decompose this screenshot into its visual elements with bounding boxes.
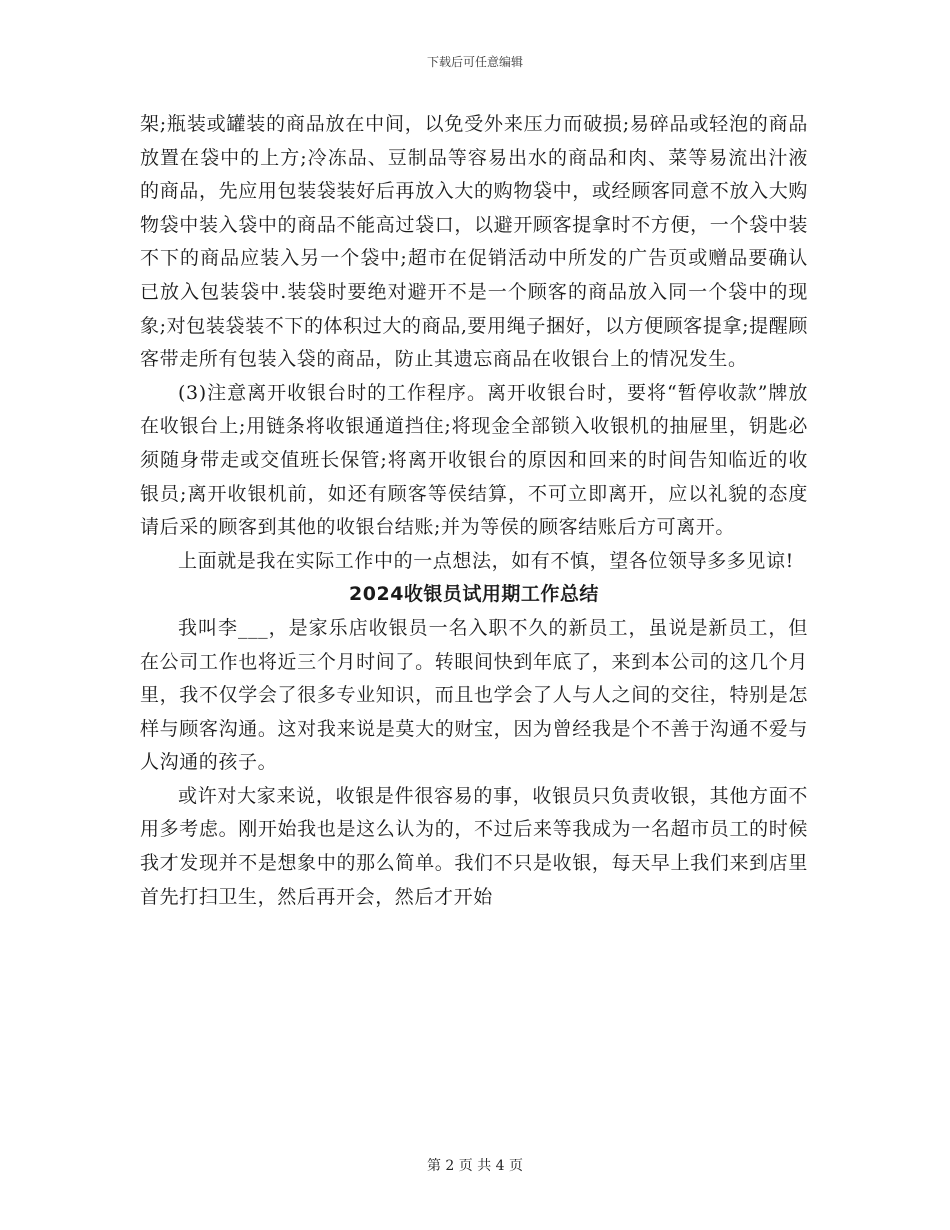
paragraph-bagging-continued: 架;瓶装或罐装的商品放在中间，以免受外来压力而破损;易碎品或轻泡的商品放置在袋中的上方;冷冻品、豆制品等容易出水的商品和肉、菜等易流出汁液的商品，先应用包装袋装好后再放入大的购物袋中，或经顾客同意不放入大购物袋中装入袋中的商品不能高过袋口，以避开顾客提拿时不方便，一个袋中装不下的商品应装入另一个袋中;超市在促销活动中所发的广告页或赠品要确认已放入包装袋中.装袋时要绝对避开不是一个顾客的商品放入同一个袋中的现象;对包装袋装不下的体积过大的商品,要用绳子捆好，以方便顾客提拿;提醒顾客带走所有包装入袋的商品，防止其遗忘商品在收银台上的情况发生。 <box>140 113 808 371</box>
document-body <box>140 108 808 914</box>
page-header-note: 下载后可任意编辑 <box>426 55 523 69</box>
paragraph-leaving-register: (3)注意离开收银台时的工作程序。离开收银台时，要将“暂停收款”牌放在收银台上;用链条将收银通道挡住;将现金全部锁入收银机的抽屉里，钥匙必须随身带走或交值班长保管;将离开收银台的原因和回来的时间告知临近的收银员;离开收银机前，如还有顾客等侯结算，不可立即离开，应以礼貌的态度请后采的顾客到其他的收银台结账;并为等侯的顾客结账后方可离开。 <box>140 381 808 539</box>
paragraph-cashier-work: 或许对大家来说，收银是件很容易的事，收银员只负责收银，其他方面不用多考虑。刚开始我也是这么认为的，不过后来等我成为一名超市员工的时候我才发现并不是想象中的那么简单。我们不只是收银，每天早上我们来到店里首先打扫卫生，然后再开会，然后才开始 <box>140 784 808 908</box>
paragraph-self-introduction: 我叫李___，是家乐店收银员一名入职不久的新员工，虽说是新员工，但在公司工作也将近三个月时间了。转眼间快到年底了，来到本公司的这几个月里，我不仅学会了很多专业知识，而且也学会了人与人之间的交往，特别是怎样与顾客沟通。这对我来说是莫大的财宝，因为曾经我是个不善于沟通不爱与人沟通的孩子。 <box>140 616 808 774</box>
section-title: 2024收银员试用期工作总结 <box>349 583 599 606</box>
page-number-footer: 第 2 页 共 4 页 <box>426 1158 524 1174</box>
paragraph-closing-remark: 上面就是我在实际工作中的一点想法，如有不慎，望各位领导多多见谅! <box>178 549 794 572</box>
